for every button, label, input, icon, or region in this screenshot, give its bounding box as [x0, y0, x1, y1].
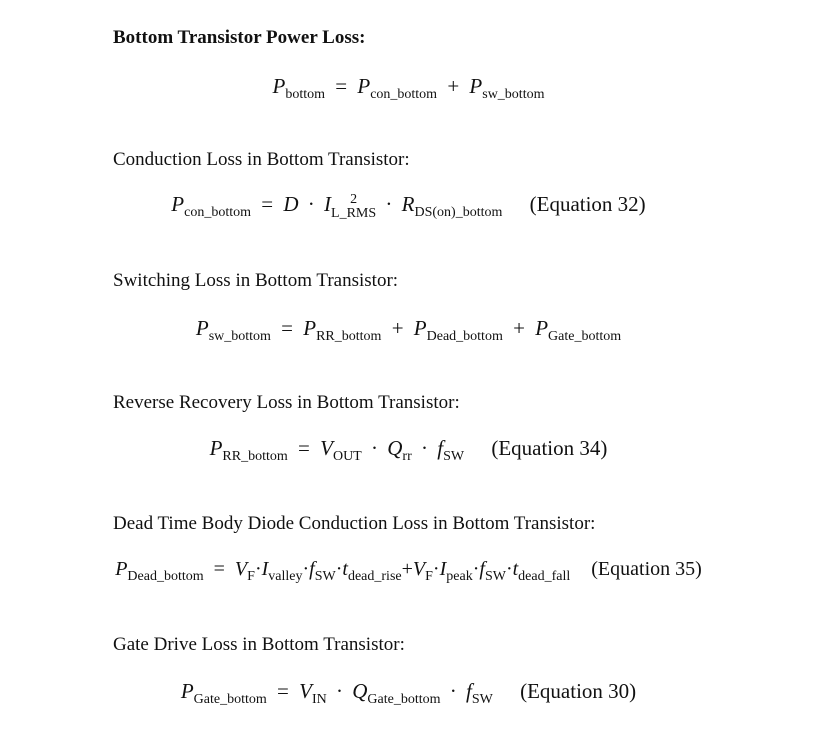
- op-plus: +: [391, 316, 404, 340]
- sub-f: F: [247, 569, 255, 584]
- heading-bottom-power-loss: Bottom Transistor Power Loss:: [113, 27, 366, 48]
- var-t: t: [512, 558, 519, 580]
- var-i: I: [439, 558, 447, 580]
- var-p: P: [469, 74, 483, 98]
- heading-dead-time-loss: Dead Time Body Diode Conduction Loss in Bottom Transistor:: [113, 513, 596, 534]
- equation-number-34: (Equation 34): [491, 436, 608, 460]
- op-dot: ·: [302, 558, 310, 580]
- sub-rr-bottom: RR_bottom: [222, 449, 288, 464]
- var-q: Q: [387, 436, 403, 460]
- var-f: f: [437, 436, 444, 460]
- sub-peak: peak: [446, 569, 473, 584]
- sub-sw: SW: [443, 449, 465, 464]
- var-v: V: [234, 558, 248, 580]
- sub-sw: SW: [484, 569, 506, 584]
- heading-switching-loss: Switching Loss in Bottom Transistor:: [113, 270, 399, 291]
- var-p: P: [272, 74, 286, 98]
- sub-dead-bottom: Dead_bottom: [127, 569, 204, 584]
- var-p: P: [180, 679, 194, 703]
- op-dot: ·: [335, 558, 343, 580]
- op-dot: ·: [420, 436, 428, 460]
- var-v: V: [299, 679, 312, 703]
- op-dot: ·: [370, 436, 378, 460]
- var-r: R: [401, 192, 415, 216]
- op-dot: ·: [449, 679, 457, 703]
- sub-sw-bottom: sw_bottom: [482, 87, 545, 102]
- var-p: P: [357, 74, 371, 98]
- sub-q-gate-bottom: Gate_bottom: [367, 692, 441, 707]
- heading-gate-drive-loss: Gate Drive Loss in Bottom Transistor:: [113, 634, 405, 655]
- sub-sw: SW: [314, 569, 336, 584]
- var-f: f: [479, 558, 485, 580]
- sub-out: OUT: [332, 449, 362, 464]
- var-p: P: [413, 316, 427, 340]
- sub-dead-bottom: Dead_bottom: [426, 329, 503, 344]
- op-eq: =: [298, 436, 310, 460]
- var-f: f: [309, 558, 315, 580]
- var-i: I: [261, 558, 269, 580]
- op-dot: ·: [335, 679, 343, 703]
- heading-conduction-loss: Conduction Loss in Bottom Transistor:: [113, 149, 410, 170]
- var-p: P: [535, 316, 549, 340]
- op-plus: +: [513, 316, 525, 340]
- sub-rr: rr: [402, 449, 412, 464]
- sub-dead-rise: dead_rise: [347, 569, 402, 584]
- op-dot: ·: [385, 192, 393, 216]
- op-eq: =: [277, 679, 289, 703]
- op-plus: +: [447, 74, 460, 98]
- sub-rr-bottom: RR_bottom: [316, 329, 382, 344]
- var-q: Q: [352, 679, 368, 703]
- equation-p-sw-bottom: [0, 316, 817, 345]
- sub-lrms: L_RMS: [331, 206, 377, 221]
- sub-con-bottom: con_bottom: [184, 205, 252, 220]
- var-v: V: [320, 436, 333, 460]
- var-p: P: [303, 316, 317, 340]
- var-p: P: [195, 316, 209, 340]
- op-plus: +: [401, 558, 413, 580]
- equation-p-bottom: [0, 74, 817, 103]
- sub-gate-bottom: Gate_bottom: [193, 692, 267, 707]
- var-t: t: [342, 558, 348, 580]
- sub-f: F: [425, 569, 433, 584]
- heading-reverse-recovery-loss: Reverse Recovery Loss in Bottom Transistor:: [113, 392, 460, 413]
- sub-con-bottom: con_bottom: [370, 87, 438, 102]
- op-eq: =: [281, 316, 294, 340]
- op-dot: ·: [432, 558, 440, 580]
- equation-35: [0, 558, 817, 585]
- var-p: P: [209, 436, 223, 460]
- sub-sw-bottom: sw_bottom: [208, 329, 271, 344]
- sub-bottom: bottom: [285, 87, 326, 102]
- op-eq: =: [213, 558, 225, 580]
- var-p: P: [115, 558, 128, 580]
- equation-number-35: (Equation 35): [591, 558, 702, 580]
- sub-valley: valley: [268, 569, 303, 584]
- op-eq: =: [261, 192, 274, 216]
- op-dot: ·: [505, 558, 513, 580]
- op-eq: =: [335, 74, 348, 98]
- var-i: I: [324, 192, 332, 216]
- equation-number-30: (Equation 30): [520, 679, 637, 703]
- sub-dead-fall: dead_fall: [518, 569, 571, 584]
- var-f: f: [466, 679, 472, 703]
- equation-32: [0, 192, 817, 221]
- sub-sw: SW: [471, 692, 493, 707]
- supsub-lrms: [331, 193, 376, 221]
- sub-gate-bottom: Gate_bottom: [548, 329, 622, 344]
- op-dot: ·: [307, 192, 315, 216]
- var-p: P: [171, 192, 185, 216]
- sub-in: IN: [311, 692, 327, 707]
- equation-number-32: (Equation 32): [529, 192, 646, 216]
- var-v: V: [412, 558, 426, 580]
- equation-30: [0, 679, 817, 708]
- op-dot: ·: [472, 558, 480, 580]
- sub-rds-on-bottom: DS(on)_bottom: [414, 205, 503, 220]
- equation-34: [0, 436, 817, 465]
- op-dot: ·: [254, 558, 262, 580]
- sup-two: 2: [350, 192, 358, 207]
- var-d: D: [283, 192, 299, 216]
